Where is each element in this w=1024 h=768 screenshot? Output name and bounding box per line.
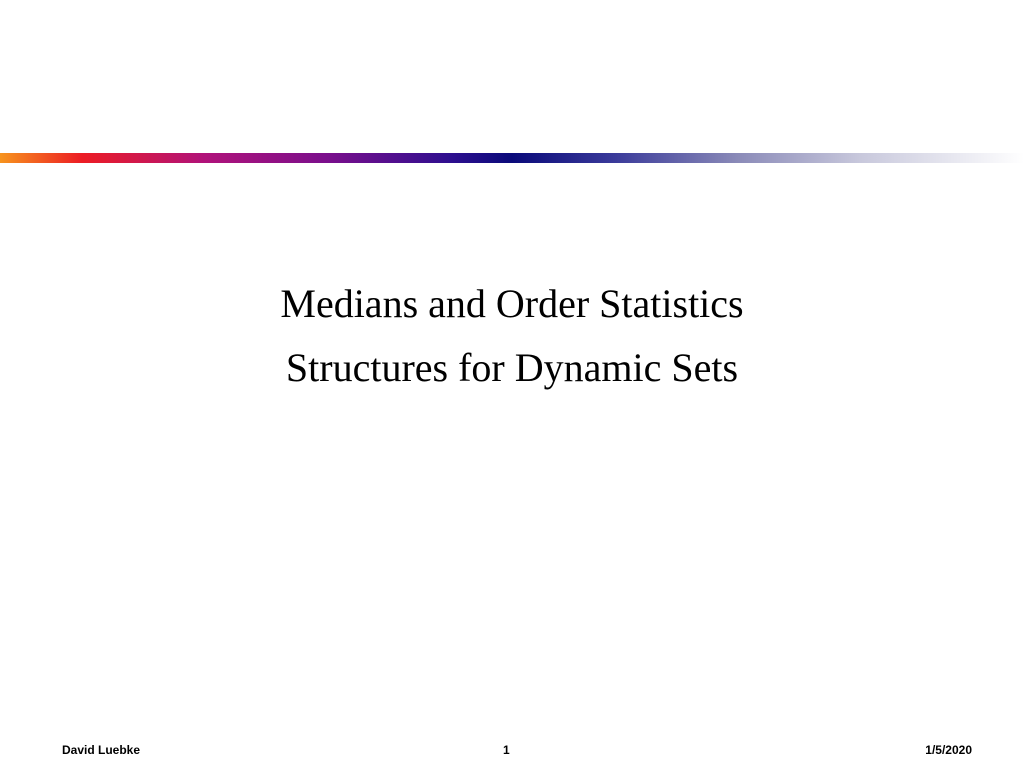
title-line-1: Medians and Order Statistics (280, 281, 744, 326)
slide-title (0, 272, 1024, 400)
footer-author: David Luebke (62, 743, 141, 757)
slide-footer (0, 743, 1024, 761)
footer-page-number: 1 (503, 743, 510, 757)
header-gradient-bar (0, 153, 1024, 163)
footer-date: 1/5/2020 (925, 743, 972, 757)
title-line-2: Structures for Dynamic Sets (285, 345, 739, 390)
